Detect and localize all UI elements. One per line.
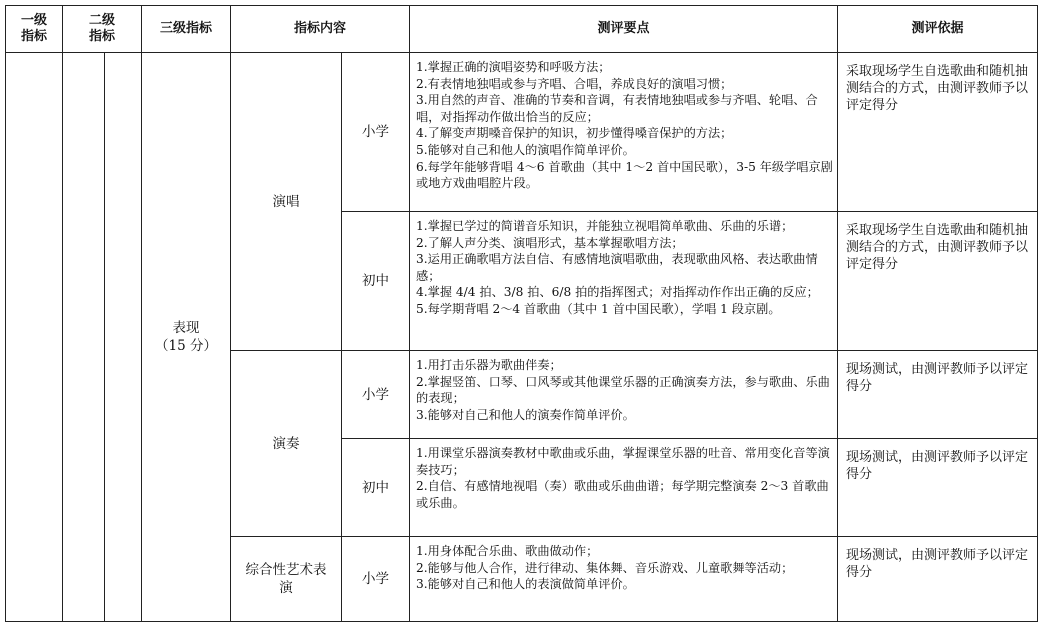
stage-cell: 小学	[342, 53, 410, 212]
points-cell: 1.用打击乐器为歌曲伴奏； 2.掌握竖笛、口琴、口风琴或其他课堂乐器的正确演奏方法，参与歌曲、乐曲的表现； 3.能够对自己和他人的演奏作简单评价。	[410, 351, 838, 439]
stage-cell: 小学	[342, 537, 410, 622]
category-performance: 演奏	[231, 351, 342, 537]
header-level3: 三级指标	[142, 6, 231, 53]
header-row	[6, 6, 1038, 53]
stage-cell: 小学	[342, 351, 410, 439]
header-level2: 二级 指标	[63, 6, 142, 53]
header-level1: 一级 指标	[6, 6, 63, 53]
basis-cell: 现场测试，由测评教师予以评定得分	[838, 351, 1038, 439]
basis-cell: 现场测试，由测评教师予以评定得分	[838, 439, 1038, 537]
points-cell: 1.掌握已学过的简谱音乐知识，并能独立视唱简单歌曲、乐曲的乐谱； 2.了解人声分类、演唱形式，基本掌握歌唱方法； 3.运用正确歌唱方法自信、有感情地演唱歌曲，表现歌曲风格、表达歌曲情感； 4.掌握 4/4 拍、3/8 拍、6/8 拍的指挥图式；对指挥动作作出正确的反应； 5.每学期背唱 2～4 首歌曲（其中 1 首中国民歌），学唱 1 段京剧。	[410, 212, 838, 351]
level2-cell-b	[105, 53, 142, 622]
points-cell: 1.用身体配合乐曲、歌曲做动作； 2.能够与他人合作，进行律动、集体舞、音乐游戏、儿童歌舞等活动； 3.能够对自己和他人的表演做简单评价。	[410, 537, 838, 622]
basis-cell: 现场测试，由测评教师予以评定得分	[838, 537, 1038, 622]
stage-cell: 初中	[342, 439, 410, 537]
basis-cell: 采取现场学生自选歌曲和随机抽测结合的方式，由测评教师予以评定得分	[838, 53, 1038, 212]
level2-cell-a	[63, 53, 105, 622]
stage-cell: 初中	[342, 212, 410, 351]
header-content: 指标内容	[231, 6, 410, 53]
header-points: 测评要点	[410, 6, 838, 53]
level1-cell	[6, 53, 63, 622]
evaluation-table	[5, 5, 1038, 622]
basis-cell: 采取现场学生自选歌曲和随机抽测结合的方式，由测评教师予以评定得分	[838, 212, 1038, 351]
level3-cell: 表现 （15 分）	[142, 53, 231, 622]
header-basis: 测评依据	[838, 6, 1038, 53]
points-cell: 1.用课堂乐器演奏教材中歌曲或乐曲，掌握课堂乐器的吐音、常用变化音等演奏技巧； 2.自信、有感情地视唱（奏）歌曲或乐曲曲谱；每学期完整演奏 2～3 首歌曲或乐曲。	[410, 439, 838, 537]
table-row	[6, 53, 1038, 212]
points-cell: 1.掌握正确的演唱姿势和呼吸方法； 2.有表情地独唱或参与齐唱、合唱，养成良好的演唱习惯； 3.用自然的声音、准确的节奏和音调，有表情地独唱或参与齐唱、轮唱、合唱，对指挥动作做出恰当的反应； 4.了解变声期嗓音保护的知识，初步懂得嗓音保护的方法； 5.能够对自己和他人的演唱作简单评价。 6.每学年能够背唱 4～6 首歌曲（其中 1～2 首中国民歌），3-5 年级学唱京剧或地方戏曲唱腔片段。	[410, 53, 838, 212]
category-integrated-art: 综合性艺术表演	[231, 537, 342, 622]
category-singing: 演唱	[231, 53, 342, 351]
